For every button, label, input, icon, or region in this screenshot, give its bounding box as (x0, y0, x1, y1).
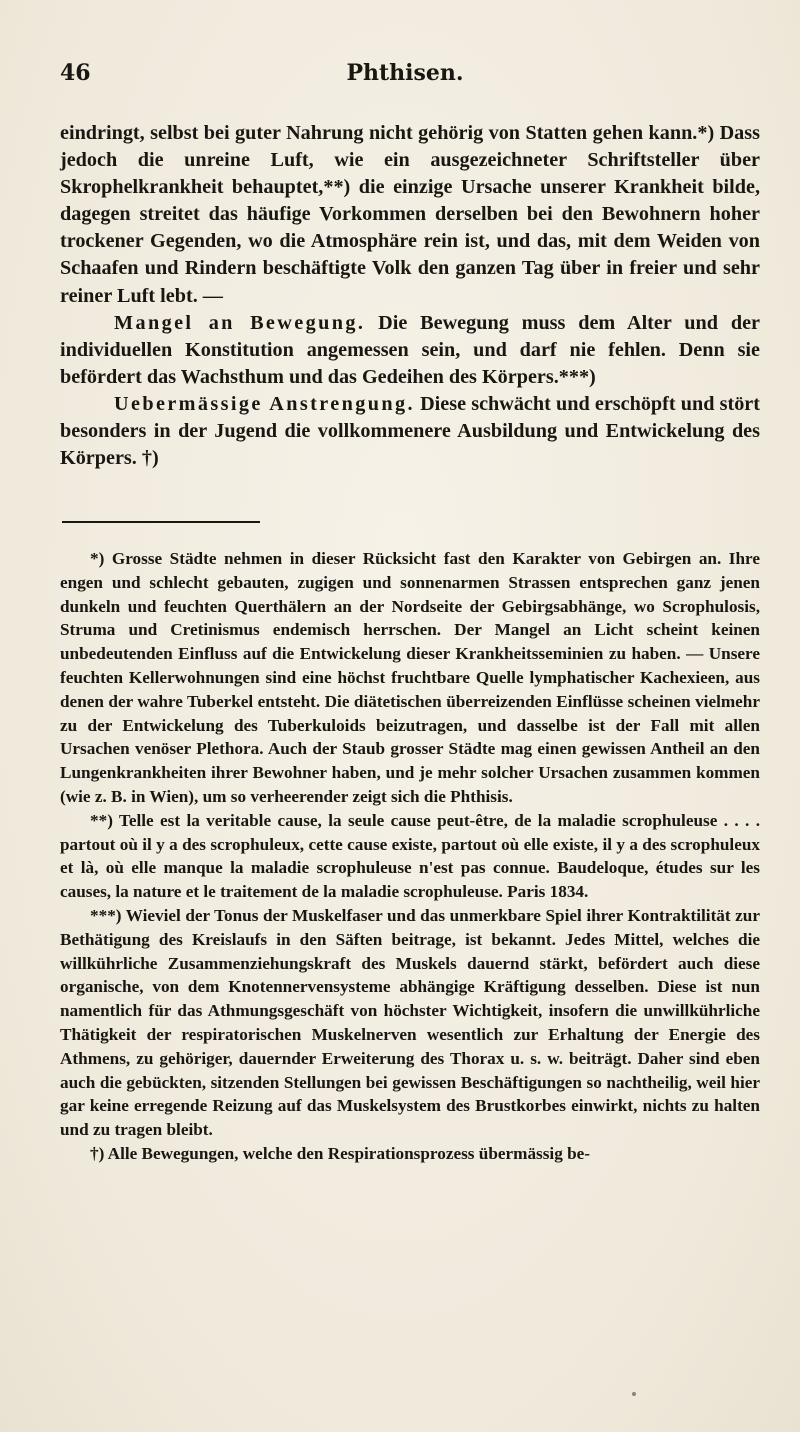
main-text (60, 120, 760, 472)
paragraph-2-text: Die Bewegung muss dem Alter und der individuellen Konstitution angemessen sein, und darf nie fehlen. Denn sie befördert das Wachsthum und das Gedeihen des Körpers.***) (60, 311, 760, 388)
page-number: 46 (60, 60, 91, 86)
paper-speck (632, 1392, 636, 1396)
footnote-1: *) Grosse Städte nehmen in dieser Rücksicht fast den Karakter von Gebirgen an. Ihre engen und schlecht gebauten, zugigen und sonnenarmen Strassen entsprechen ganz jenen dunkeln und feuchten Querthälern an der Nordseite der Gebirgsabhänge, wo Scrophulosis, Struma und Cretinismus endemisch herrschen. Der Mangel an Licht scheint keinen unbedeutenden Einfluss auf die Entwickelung dieser Krankheitsseminien zu haben. — Unsere feuchten Kellerwohnungen sind eine höchst fruchtbare Quelle lymphatischer Kachexieen, aus denen der wahre Tuberkel entsteht. Die diätetischen überreizenden Einflüsse scheinen vielmehr zu der Entwickelung des Tuberkuloids beizutragen, und dasselbe ist der Fall mit allen Ursachen venöser Plethora. Auch der Staub grosser Städte mag einen gewissen Antheil an den Lungenkrankheiten ihrer Bewohner haben, und je mehr solcher Ursachen zusammen kommen (wie z. B. in Wien), um so verheerender zeigt sich die Phthisis. (60, 549, 760, 806)
paragraph-3-text: Diese schwächt und erschöpft und stört besonders in der Jugend die vollkommenere Ausbildung und Entwickelung des Körpers. †) (60, 392, 760, 470)
paragraph-1: eindringt, selbst bei guter Nahrung nicht gehörig von Statten gehen kann.*) Dass jedoch die unreine Luft, wie ein ausgezeichneter Schriftsteller über Skrophelkrankheit behauptet,**) die einzige Ursache unserer Krankheit bilde, dagegen streitet das häufige Vorkommen derselben bei den Bewohnern hoher trockener Gegenden, wo die Atmosphäre rein ist, und das, mit dem Weiden von Schaafen und Rindern beschäftigte Volk den ganzen Tag über in freier und sehr reiner Luft lebt. — (60, 122, 760, 307)
footnote-4: †) Alle Bewegungen, welche den Respirationsprozess übermässig be- (90, 1143, 591, 1163)
footnote-3: ***) Wieviel der Tonus der Muskelfaser und das unmerkbare Spiel ihrer Kontraktilität zur Bethätigung des Kreislaufs in den Säften beitrage, ist bekannt. Jedes Mittel, welches die willkührliche Zusammenziehungskraft des Muskels dauernd stärkt, befördert auch diese organische, von dem Knotennervensysteme abhängige Kräftigung desselben. Diese ist nun namentlich für das Athmungsgeschäft von höchster Wichtigkeit, insofern die unwillkührliche Thätigkeit der respiratorischen Muskelnerven wesentlich zur Erhaltung der Energie des Athmens, zu gehöriger, dauernder Erweiterung des Thorax u. s. w. beiträgt. Daher sind eben auch die gebückten, sitzenden Stellungen bei gewissen Beschäftigungen so nachtheilig, weil hier gar keine erregende Reizung auf das Muskelsystem des Brustkorbes einwirkt, nichts zu halten und zu tragen bleibt. (60, 905, 760, 1140)
footnotes (60, 547, 760, 1166)
paragraph-3 (60, 391, 760, 472)
section-heading-bewegung: Mangel an Bewegung. (114, 311, 366, 334)
page-header (60, 60, 750, 90)
paragraph-2 (60, 310, 760, 391)
footnote-2: **) Telle est la veritable cause, la seule cause peut-être, de la maladie scrophuleuse . . . . partout où il y a des scrophuleux, cette cause existe, partout où elle existe, il y a des scrophuleux et là, où elle manque la maladie scrophuleuse n'est pas connue. Baudeloque, études sur les causes, la nature et le traitement de la maladie scrophuleuse. Paris 1834. (60, 810, 760, 902)
running-head: Phthisen. (346, 60, 464, 86)
footnote-separator-rule (62, 521, 260, 523)
section-heading-anstrengung: Uebermässige Anstrengung. (114, 392, 415, 415)
